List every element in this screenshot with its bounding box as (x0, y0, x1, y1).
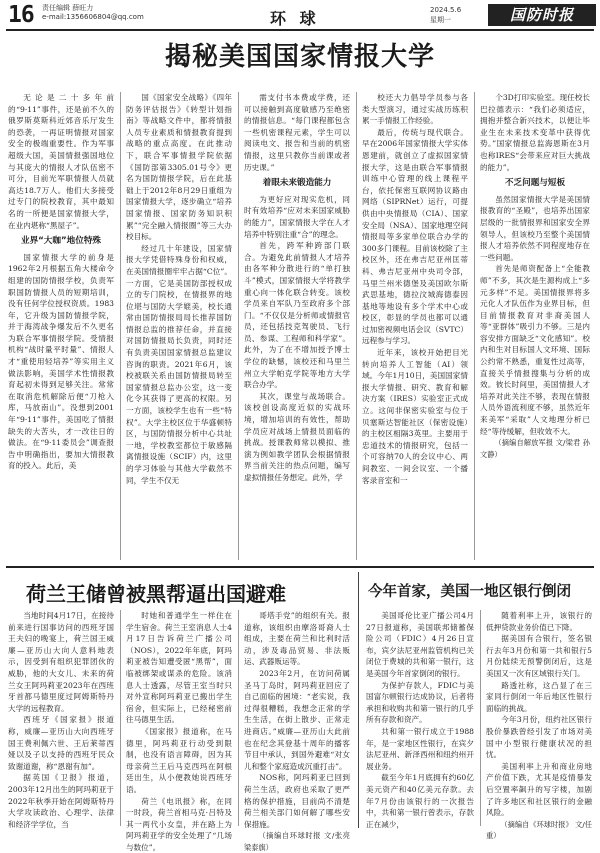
paragraph: 为更好应对现实危机，同时有效培养“应对未来国家威胁的能力”，国家情报大学在人才培养中特别注重“合”的理念。 (244, 194, 350, 240)
article1-column-1 (8, 92, 114, 562)
column-divider (474, 92, 475, 560)
paragraph: 路透社称，这凸显了在三家同行倒闭一年后地区性银行面临的挑战。 (486, 680, 592, 715)
article3-title: 今年首家，美国一地区银行倒闭 (368, 580, 571, 601)
paragraph: 据美国有合银行，签名银行去年3月份和第一共和银行5月份陆续无预警倒闭后，这是美国又一次有区域银行关门。 (486, 633, 592, 679)
subheading: 业界“大咖”地位特殊 (8, 231, 114, 252)
paragraph: 校还大力倡导学员参与各类大型演习，通过实战历练积累一手情报工作经验。 (362, 92, 468, 127)
column-divider (238, 92, 239, 560)
section-name: 环 球 (270, 6, 320, 29)
paragraph: 当地时间4月17日，在接待前来进行国事访问的西班牙国王夫妇的晚宴上，荷兰国王威廉—亚历山大向人意料地表示，因受到有组织犯罪团伙的威胁，他的大女儿、未来的荷兰女王阿玛莉亚2023年在西班牙首都马德里度过阿姆斯特丹大学的远程教育。 (8, 610, 114, 714)
weekday-line: 星期一 (430, 15, 461, 25)
article1-title: 揭秘美国国家情报大学 (0, 36, 600, 73)
paragraph: NOS称，阿玛莉亚已回到荷兰生活，政府也采取了更严格的保护措施，目前尚不清楚荷兰相关部门如何解了哪些安保措施。 (244, 772, 350, 830)
column-divider (356, 92, 357, 560)
paragraph: 无论是二十多年前的“9·11”事件，还是前不久的俄罗斯莫斯科近郊音乐厅发生的恐袭，一再证明情报对国家安全的极端重要性。作为军事超级大国，美国情报强国地位与其庞大的情报人才队伍密不可分，目前光军职情报人员就高达18.7万人。他们大多接受过专门的院校教育，其中最知名的一所便是国家情报大学，在业内堪称“黑屋子”。 (8, 92, 114, 231)
paragraph: 国《国家安全战略》《四年防务评估报告》《转型计划指南》等战略文件中，都将情报人员专业素质和情报教育提到战略的重点高度。在此推动下，联合军事情报学院依据《国防部第3305.01号令》更名为国防情报学院，后在此基础上于2012年8月29日重组为国家情报大学，逐步确立“培养国家情报、国家防务知识积累”“完全融入情报圈”等三大办校目标。 (126, 92, 232, 243)
paragraph: 虽然国家情报大学是美国情报教育的“圣殿”，也培养出国家层级的一批情报界和国家安全界领导人，但该校乃至整个美国情报人才培养依然不同程度地存在一些问题。 (480, 194, 590, 264)
paragraph: 其次，课堂与战场联合。该校创设高度近似的实战环境，增加培训的有效性，帮助学员应对战场上情报员面临的挑战。授课教师常以模拟、推演为例如教学团队会根据情报界当前关注的热点问题，编写虚拟情报任务想定。此外，学 (244, 391, 350, 484)
article1-column-2 (126, 92, 232, 562)
column-divider (120, 92, 121, 560)
editor-info (42, 4, 144, 22)
subheading: 不乏问题与短板 (480, 173, 590, 194)
paragraph: 2023年2月，在访问荷属圣马丁岛时，阿玛莉亚回应了自己面临的困境：“老实说，我过得很糟糕，我想念正常的学生生活，在街上散步、正常走进商店。”威廉—亚历山大此前也在纪念其登基十周年的播客节目中承认，到国外避难“对女儿和整个家庭造成沉重打击”。 (244, 668, 350, 772)
article2-column-3 (244, 610, 350, 828)
issue-date (430, 5, 461, 25)
article2-column-2 (126, 610, 232, 828)
email-line: e-mail:1356606804@qq.com (42, 13, 144, 22)
paragraph: 截至今年1月底拥有约60亿美元资产和40亿美元存款。去年7月份由该银行的一次报告中，共和第一银行曾表示，存款正在减少， (366, 772, 474, 830)
source-credit: （摘编自环球时报 文/张亮 梁泰旗） (244, 830, 350, 853)
column-divider (238, 610, 239, 826)
article-divider (358, 572, 359, 828)
column-divider (480, 610, 481, 826)
paragraph: 首先，跨军种跨部门联合。为避免此前情报人才培养由各军种分散进行的“单打独斗”模式，国家情报大学将教学重心向一体化联合转变。该校学员来自军队乃至政府多个部门。“不仅仅是分析师或情报官员，还包括技克驾驶员、飞行员、参谋、工程师和科学家”。此外，为了在不增加授予博士学位的缺憾，该校还和马里兰州立大学帕克学院等地方大学联合办学。 (244, 240, 350, 391)
paragraph: 共和第一银行成立于1988年，是一家地区性银行，在宾夕法尼亚州、新泽西州和纽约州开展业务。 (366, 726, 474, 772)
editor-line: 责任编辑 薛旺力 (42, 4, 144, 13)
date-line: 2024.5.6 (430, 5, 461, 15)
article2-title: 荷兰王储曾被黑帮逼出国避难 (26, 578, 286, 607)
source-credit: （摘编自解放军报 文/梁君 孙文静） (480, 437, 590, 460)
paragraph: 《国家报》报道称，在马德里，阿玛莉亚行动受到限制，也没有语言障碍，因为其母亲荷兰王后马克西玛在阿根廷出生，从小便教她说西班牙语。 (126, 726, 232, 796)
source-credit: （摘编自《环球时报》 文/任重） (486, 819, 592, 842)
paragraph: 荷兰《电讯报》称，在同一时段，荷兰首相马克·吕特及其一两代小女皇，并在路上为阿玛莉亚学的安全处理了“几场与数位”。 (126, 796, 232, 853)
section-rule (6, 566, 594, 568)
paragraph: 时她和普通学生一样住在学生宿舍。荷兰王室消息人士4月17日告诉荷兰广播公司（NOS），2022年年底，阿玛莉亚被告知遭受匿“黑帮”，面临被绑架或谋杀的危险。该消息人士透露，尽管王室当时只对外宣称阿玛莉亚已搬出学生宿舍，但实际上，已经秘密前往马德里生活。 (126, 610, 232, 726)
paragraph: 国家情报大学的前身是1962年2月根据五角大楼命令组建的国防情报学校，负责军职国防情报人员的短期培训，没有任何学位授权资质。1983年，它升级为国防情报学院，并于海湾战争爆发后不久更名为联合军事情报学院。受情报机构“战时量平时量”、情报人才“重使用轻培养”等实用主义做法影响，美国学术性情报教育起初未得到足够关注。常常在取消危机解除后便“刀枪入库，马放南山”。没想到2001年“9·11”事件，美国吃了情报缺失的大苦头，才一改往日的做法。在“9·11委员会”调查报告中明确指出，要加大情报教育的投入。此后，美 (8, 252, 114, 472)
article3-column-1 (366, 610, 474, 828)
paragraph: 哥塔手党”的组织有关。报道称，该组织由摩洛哥裔人士组成，主要在荷兰和比利时活动，涉及毒品贸易、非法贩运、武器贩运等。 (244, 610, 350, 668)
paragraph: 个3D打印实验室。现任校长巴拉德表示：“我们必须适应，拥抱并整合新兴技术，以便让毕业生在未来技术变革中获得优势。”国家情报总监海恩斯在3月也称IRES“会带来应对巨大挑战的能力”。 (480, 92, 590, 173)
paragraph: 最后，传统与现代联合。早在2006年国家情报大学实体恩建前，就创立了虚拟国家情报大学，这是由联合军事情报训练中心管理的线上课程平台，依托保密互联网协议路由网络（SIPRNet）运行，可提供由中央情报局（CIA）、国家安全局（NSA）、国家地理空间情报局等多家单位联合办学的300多门课程。目前该校除了主校区外，还在弗吉尼亚州匡蒂科、弗吉尼亚州中央司令部，马里兰州米德堡及美国欧尔斯武思基地，德拉汶城海德泰因基地等地设有多个学术中心或校区，彰显的学员也都可以通过加密视频电话会议（SVTC）远程参与学习。 (362, 127, 468, 347)
column-divider (120, 610, 121, 826)
paragraph: 首先是师资配备上“全能教师”不多，其次是生源构成上“多元多样”不足。美国情报界将多元化人才队伍作为业界目标，但目前情报教育对非裔美国人等“亚群体”吸引力不够。三是内容安排方面缺乏“文化感知”。校内和生对目标国人文环境、国际公约常不熟悉，重复性过高等，直接关乎情报搜集与分析的成效。彼长时间里，美国情报人才培养对此关注不够，表现在情报人员外语流利度不够，虽然近年来美军“采取”人文地理分析已经“等待缓解，但收效不大。 (480, 263, 590, 437)
paragraph: 经过几十年建设，国家情报大学凭借特殊身份和权威，在美国情报圈牢牢占据“C位”。一方面，它是美国防部授权成立的专门院校，在情报界的地位堪与国防大学媲美，校长通常由国防情报局局长推荐国防情报总监的推荐任命，并直接对国防情报局长负责，同时还有负责美国国家情报总监建议咨询的职责。2021年6月，该校被联关系由国防情报局转至国家情报总监办公室，这一变化令其获得了更高的权限。另一方面，该校学生也有一些“特权”。大学主校区位于华盛顿特区，与国防情报分析中心共址一地，学校教室都位于敏感隔离情报设施（SCIF）内，这里的学习体验与其他大学截然不同，学生不仅无 (126, 243, 232, 486)
paragraph: 西班牙《国家报》报道称，威廉—亚历山大向西班牙国王费利佩六世、王后莱蒂西娅以及子以支持的西班牙民众致谢道谢，称“恩谢有加”。 (8, 714, 114, 772)
paragraph: 为保护存款人，FDIC与美国富尔顿银行达成协议，后者将承担和收购共和第一银行的几乎所有存款和资产。 (366, 680, 474, 726)
article1-column-4 (362, 92, 468, 562)
paragraph: 需支付书本费或学费，还可以接触到高度敏感乃至绝密的情报信息。“每门课程都包含一些机密课程元素，学生可以阅读电文、报告和当前的机密情报，这里只教你当前课或者历史课。” (244, 92, 350, 173)
article2-column-1 (8, 610, 114, 828)
paragraph: 近年来，该校开始把目光转向培养人工智能（AI）领域。今年1月10日，美国国家情报大学情报、研究、教育和解决方案（IRES）实验室正式成立。这间非保密实验室与位于贝塞斯达智能社区（保密设施）的主校区相隔3英里。主要用于忠道技术的情报研究，包括一个可容纳70人的会议中心、两间教室、一间会议室、一个播客录音室和一 (362, 347, 468, 486)
masthead-logo: 国防时报 (488, 4, 596, 26)
article3-column-2 (486, 610, 592, 828)
page-number: 16 (8, 2, 34, 28)
paragraph: 今年3月份，纽约社区银行股价暴跌曾经引发了市场对美国中小型银行健康状况的担忧。 (486, 714, 592, 760)
article1-column-3 (244, 92, 350, 562)
paragraph: 美国利率上升和商业房地产价值下跌，尤其是疫情暴发后空置率飙升的写字楼，加剧了许多地区和社区银行的金融风险。 (486, 761, 592, 819)
header-rule (6, 29, 594, 31)
paragraph: 美国哥伦比亚广播公司4月27日报道称，美国联邦储蓄保险公司（FDIC）4月26日宣布，宾夕法尼亚州监管机构已关闭位于费城的共和第一银行，这是美国今年首家倒闭的银行。 (366, 610, 474, 680)
paragraph: 据英国《卫报》报道，2003年12月出生的阿玛莉亚于2022年秋季开始在阿姆斯特丹大学攻读政治、心理学、法律和经济学学位，当 (8, 772, 114, 830)
page-header (0, 0, 600, 30)
paragraph: 随着利率上升，该银行的低押贷款业务价值已下降。 (486, 610, 592, 633)
subheading: 着眼未来锻造能力 (244, 173, 350, 194)
article1-column-5 (480, 92, 590, 562)
